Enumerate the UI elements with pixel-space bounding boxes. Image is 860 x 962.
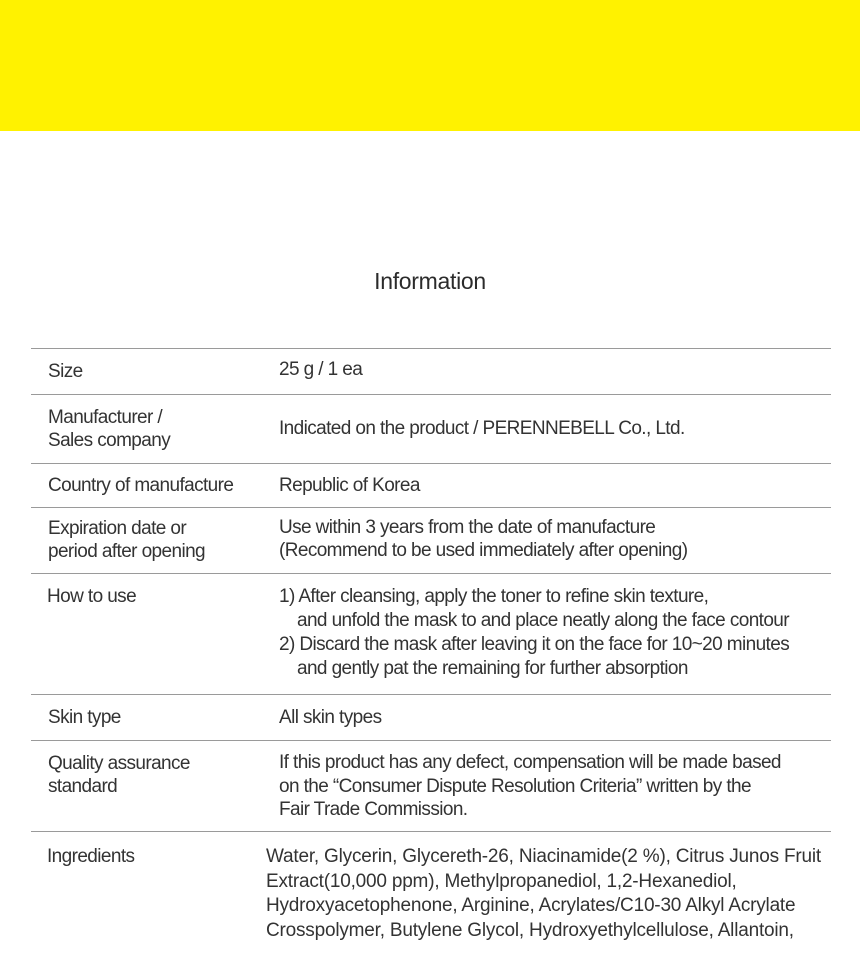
- label-manufacturer-line2: Sales company: [48, 429, 171, 451]
- yellow-banner: [0, 0, 860, 131]
- label-expiration-line2: period after opening: [48, 541, 206, 562]
- value-quality-line1: If this product has any defect, compensation will be made based: [279, 752, 781, 773]
- value-quality: [279, 741, 831, 822]
- label-manufacturer-line1: Manufacturer /: [48, 406, 163, 428]
- table-row-how-to-use: [31, 574, 831, 695]
- table-row-country: [31, 464, 831, 508]
- how-to-use-step1: 1) After cleansing, apply the toner to refine skin texture,: [279, 586, 709, 607]
- value-expiration-line2: (Recommend to be used immediately after opening): [279, 540, 688, 561]
- value-skin-type: All skin types: [279, 706, 382, 728]
- ingredients-line3: Hydroxyacetophenone, Arginine, Acrylates/C10-30 Alkyl Acrylate: [265, 895, 796, 916]
- table-row-quality: [31, 741, 831, 832]
- value-ingredients: [266, 832, 831, 943]
- ingredients-line4: Crosspolymer, Butylene Glycol, Hydroxyethylcellulose, Allantoin,: [265, 919, 794, 941]
- label-country: Country of manufacture: [48, 475, 234, 496]
- table-row-size: [31, 349, 831, 395]
- value-expiration: [279, 516, 831, 562]
- value-quality-line2: on the “Consumer Dispute Resolution Criteria” written by the: [279, 775, 751, 797]
- value-how-to-use: [279, 574, 831, 681]
- table-row-manufacturer: [31, 395, 831, 464]
- label-quality-line2: standard: [48, 776, 118, 797]
- value-size: 25 g / 1 ea: [279, 358, 363, 380]
- section-title: Information: [374, 268, 486, 294]
- table-row-expiration: [31, 508, 831, 574]
- value-quality-line3: Fair Trade Commission.: [279, 799, 468, 820]
- label-ingredients: Ingredients: [47, 846, 135, 867]
- label-quality: [31, 741, 279, 798]
- how-to-use-step2-cont: and gently pat the remaining for further absorption: [297, 658, 688, 679]
- ingredients-line1: Water, Glycerin, Glycereth-26, Niacinamide(2 %), Citrus Junos Fruit: [265, 846, 821, 867]
- table-row-skin-type: [31, 695, 831, 741]
- value-manufacturer: Indicated on the product / PERENNEBELL Co., Ltd.: [279, 418, 685, 439]
- label-skin-type: Skin type: [48, 707, 121, 728]
- value-country: Republic of Korea: [279, 474, 420, 496]
- label-expiration-line1: Expiration date or: [48, 518, 187, 539]
- label-size: Size: [48, 361, 83, 382]
- label-manufacturer: [31, 406, 279, 452]
- how-to-use-step1-cont: and unfold the mask to and place neatly along the face contour: [297, 610, 789, 631]
- information-table: [31, 348, 831, 962]
- value-expiration-line1: Use within 3 years from the date of manufacture: [279, 517, 656, 538]
- table-row-ingredients: [31, 832, 831, 962]
- label-expiration: [31, 517, 279, 563]
- label-quality-line1: Quality assurance: [48, 753, 190, 774]
- label-how-to-use: How to use: [47, 586, 137, 607]
- ingredients-line2: Extract(10,000 ppm), Methylpropanediol, 1,2-Hexanediol,: [265, 870, 737, 892]
- how-to-use-step2: 2) Discard the mask after leaving it on the face for 10~20 minutes: [279, 634, 790, 655]
